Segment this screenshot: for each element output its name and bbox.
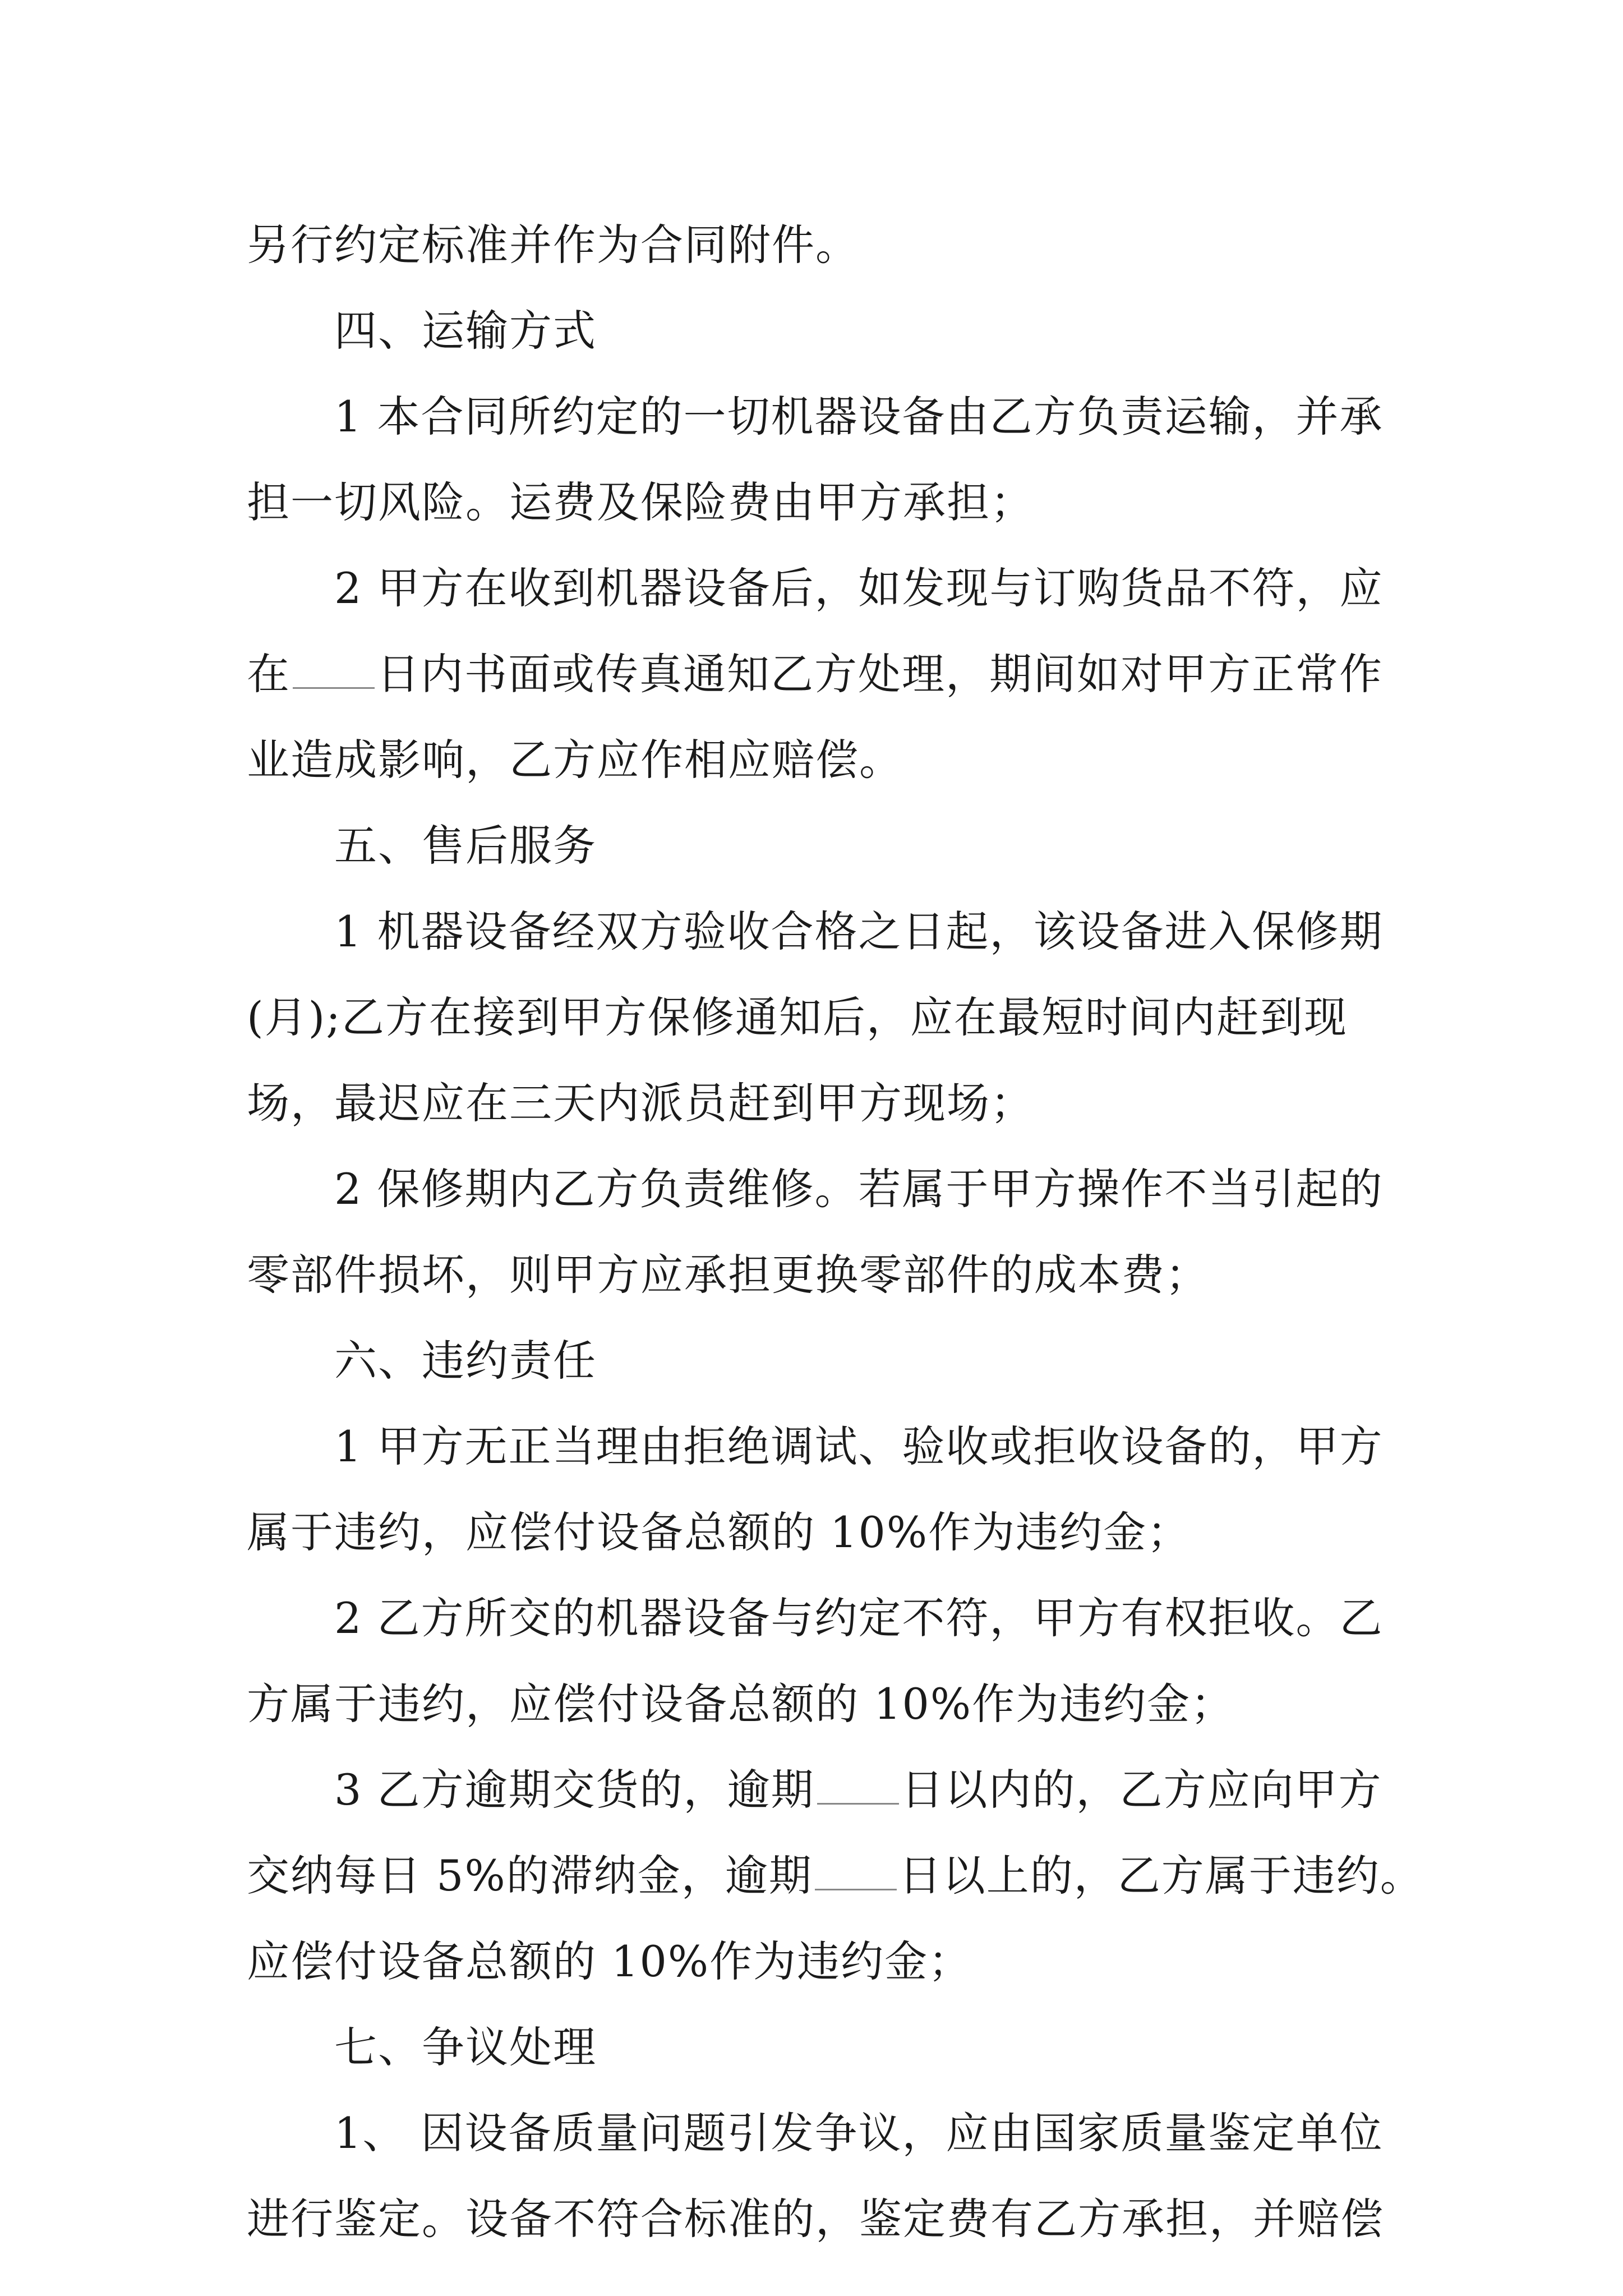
- body-line: 另行约定标准并作为合同附件。: [247, 220, 859, 270]
- body-line: 2 甲方在收到机器设备后，如发现与订购货品不符，应: [334, 563, 1384, 613]
- body-line: 担一切风险。运费及保险费由甲方承担；: [247, 477, 1034, 527]
- text-segment: 在: [247, 649, 291, 699]
- body-line: 1 甲方无正当理由拒绝调试、验收或拒收设备的，甲方: [334, 1421, 1384, 1471]
- body-line: 2 保修期内乙方负责维修。若属于甲方操作不当引起的: [334, 1164, 1384, 1214]
- body-line: 2 乙方所交的机器设备与约定不符，甲方有权拒收。乙: [334, 1593, 1384, 1643]
- body-line: 应偿付设备总额的 10%作为违约金；: [247, 1936, 972, 1986]
- body-line: 属于违约，应偿付设备总额的 10%作为违约金；: [247, 1507, 1191, 1557]
- body-line: [247, 1833, 1424, 1918]
- text-segment: 交纳每日 5%的滞纳金，逾期: [247, 1851, 813, 1901]
- text-segment: 日内书面或传真通知乙方处理，期间如对甲方正常作: [377, 649, 1383, 699]
- blank-field: [817, 1802, 899, 1805]
- text-segment: 3 乙方逾期交货的，逾期: [334, 1765, 815, 1815]
- section-heading: 六、违约责任: [334, 1336, 597, 1386]
- body-line: [247, 1747, 1391, 1833]
- blank-field: [293, 687, 375, 689]
- body-line: (月);乙方在接到甲方保修通知后，应在最短时间内赶到现: [247, 992, 1348, 1042]
- body-line: 方属于违约，应偿付设备总额的 10%作为违约金；: [247, 1679, 1235, 1729]
- blank-field: [815, 1888, 897, 1890]
- text-segment: 日以内的，乙方应向甲方: [901, 1765, 1382, 1815]
- body-line: 进行鉴定。设备不符合标准的，鉴定费有乙方承担，并赔偿: [247, 2194, 1384, 2244]
- body-line: 场，最迟应在三天内派员赶到甲方现场；: [247, 1078, 1034, 1128]
- body-line: [247, 631, 1391, 717]
- body-line: 业造成影响，乙方应作相应赔偿。: [247, 735, 903, 785]
- section-heading: 五、售后服务: [334, 821, 597, 871]
- body-line: 1 本合同所约定的一切机器设备由乙方负责运输，并承: [334, 392, 1384, 441]
- body-line: 零部件损坏，则甲方应承担更换零部件的成本费；: [247, 1250, 1209, 1300]
- text-segment: 日以上的，乙方属于违约。: [898, 1851, 1424, 1901]
- body-line: 1 机器设备经双方验收合格之日起，该设备进入保修期: [334, 907, 1384, 956]
- section-heading: 四、运输方式: [334, 306, 597, 356]
- document-page: [247, 202, 1424, 2262]
- body-line: 1、 因设备质量问题引发争议，应由国家质量鉴定单位: [334, 2108, 1384, 2158]
- section-heading: 七、争议处理: [334, 2022, 597, 2072]
